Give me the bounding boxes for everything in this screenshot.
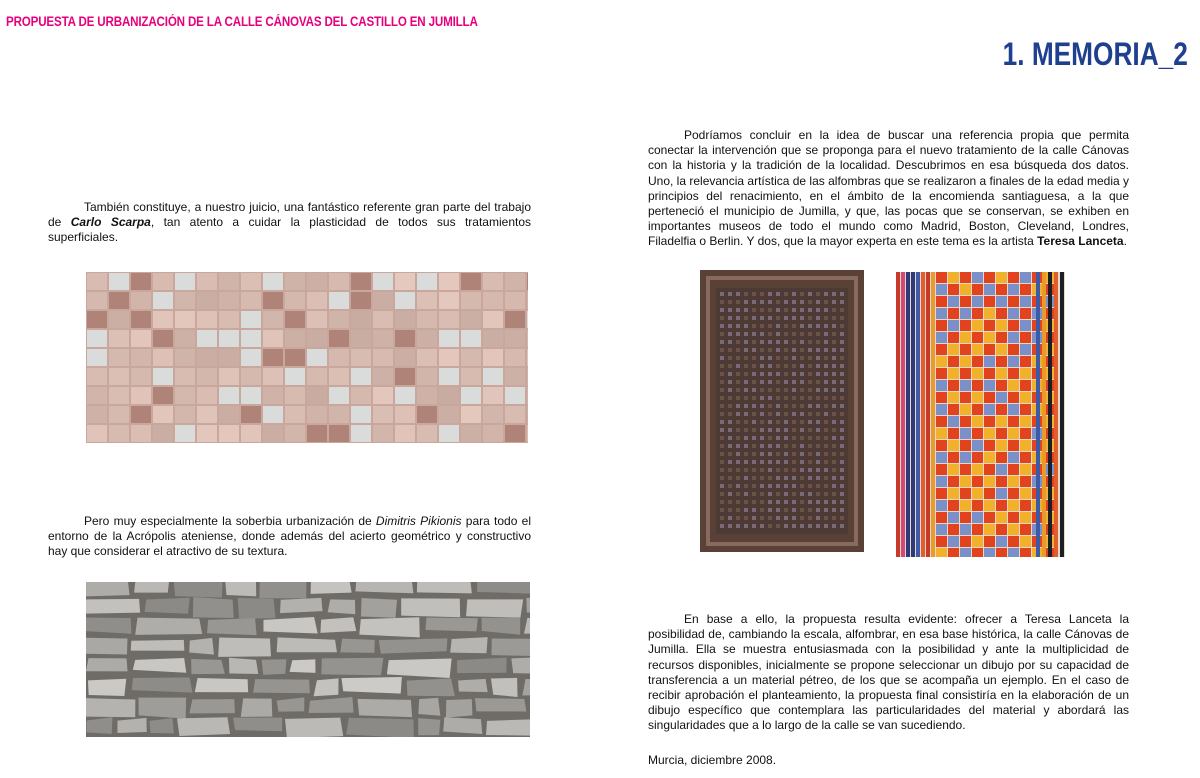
name-dimitris-pikionis: Dimitris Pikionis [375, 514, 462, 528]
paragraph-pikionis [48, 514, 531, 560]
photo-lanceta-textile [896, 272, 1065, 557]
paragraph-scarpa [48, 200, 531, 246]
paragraph-text: Podríamos concluir en la idea de buscar una referencia propia que permita conectar la intervención que se proponga para el nuevo tratamiento de la calle Cánovas con la historia y la tradición de la localidad. Descubrimos en esa búsqueda dos datos. Uno, la relevancia artística de las alfombras que se realizaron a finales de la edad media y principios del renacimiento, en el ámbito de la encomienda santiaguesa, a la que perteneció el municipio de Jumilla, y que, las pocas que se conservan, se exhiben en importantes museos de todo el mundo como Madrid, Boston, Cleveland, Londres, Filadelfia o Berlin. Y dos, que la mayor experta en este tema es la artista [648, 128, 1129, 249]
paragraph-text: para todo el entorno de la Acrópolis ateniense, donde además del acierto geométrico y constructivo hay que considerar el atractivo de su textura. [48, 514, 531, 559]
paragraph-text: En base a ello, la propuesta resulta evidente: ofrecer a Teresa Lanceta la posibilidad de, cambiando la escala, alfombrar, en esa base histórica, la calle Cánovas de Jumilla. Ella se muestra entusiasmada con la posibilidad y ante la multiplicidad de recursos disponibles, inicialmente se propone seleccionar un dibujo por su capacidad de transferencia a un material pétreo, de los que se acompaña un ejemplo. En el caso de recibir aprobación el planteamiento, la propuesta final consistiría en la elaboración de un dibujo específico que contemplara las particularidades del material y abordará las singularidades que a lo largo de la calle se van sucediendo. [648, 612, 1129, 733]
paragraph-text: Pero muy especialmente la soberbia urbanización de [84, 514, 376, 528]
signature-date: Murcia, diciembre 2008. [648, 753, 777, 767]
paragraph-alfombras [648, 128, 1129, 250]
section-title: 1. MEMORIA_2 [1002, 36, 1188, 72]
photo-pikionis-paving [86, 582, 530, 737]
paragraph-text: . [1123, 234, 1127, 249]
name-teresa-lanceta: Teresa Lanceta [1037, 234, 1124, 249]
paragraph-text: , tan atento a cuidar la plasticidad de todos sus tratamientos superficiales. [48, 215, 531, 245]
document-header-title: PROPUESTA DE URBANIZACIÓN DE LA CALLE CÁNOVAS DEL CASTILLO EN JUMILLA [6, 14, 478, 29]
photo-scarpa-stone-wall [86, 272, 528, 443]
paragraph-text: También constituye, a nuestro juicio, una fantástico referente gran parte del trabajo de [48, 200, 531, 230]
paragraph-propuesta [648, 612, 1129, 734]
name-carlo-scarpa: Carlo Scarpa [70, 215, 151, 230]
photo-historic-rug [700, 270, 864, 552]
